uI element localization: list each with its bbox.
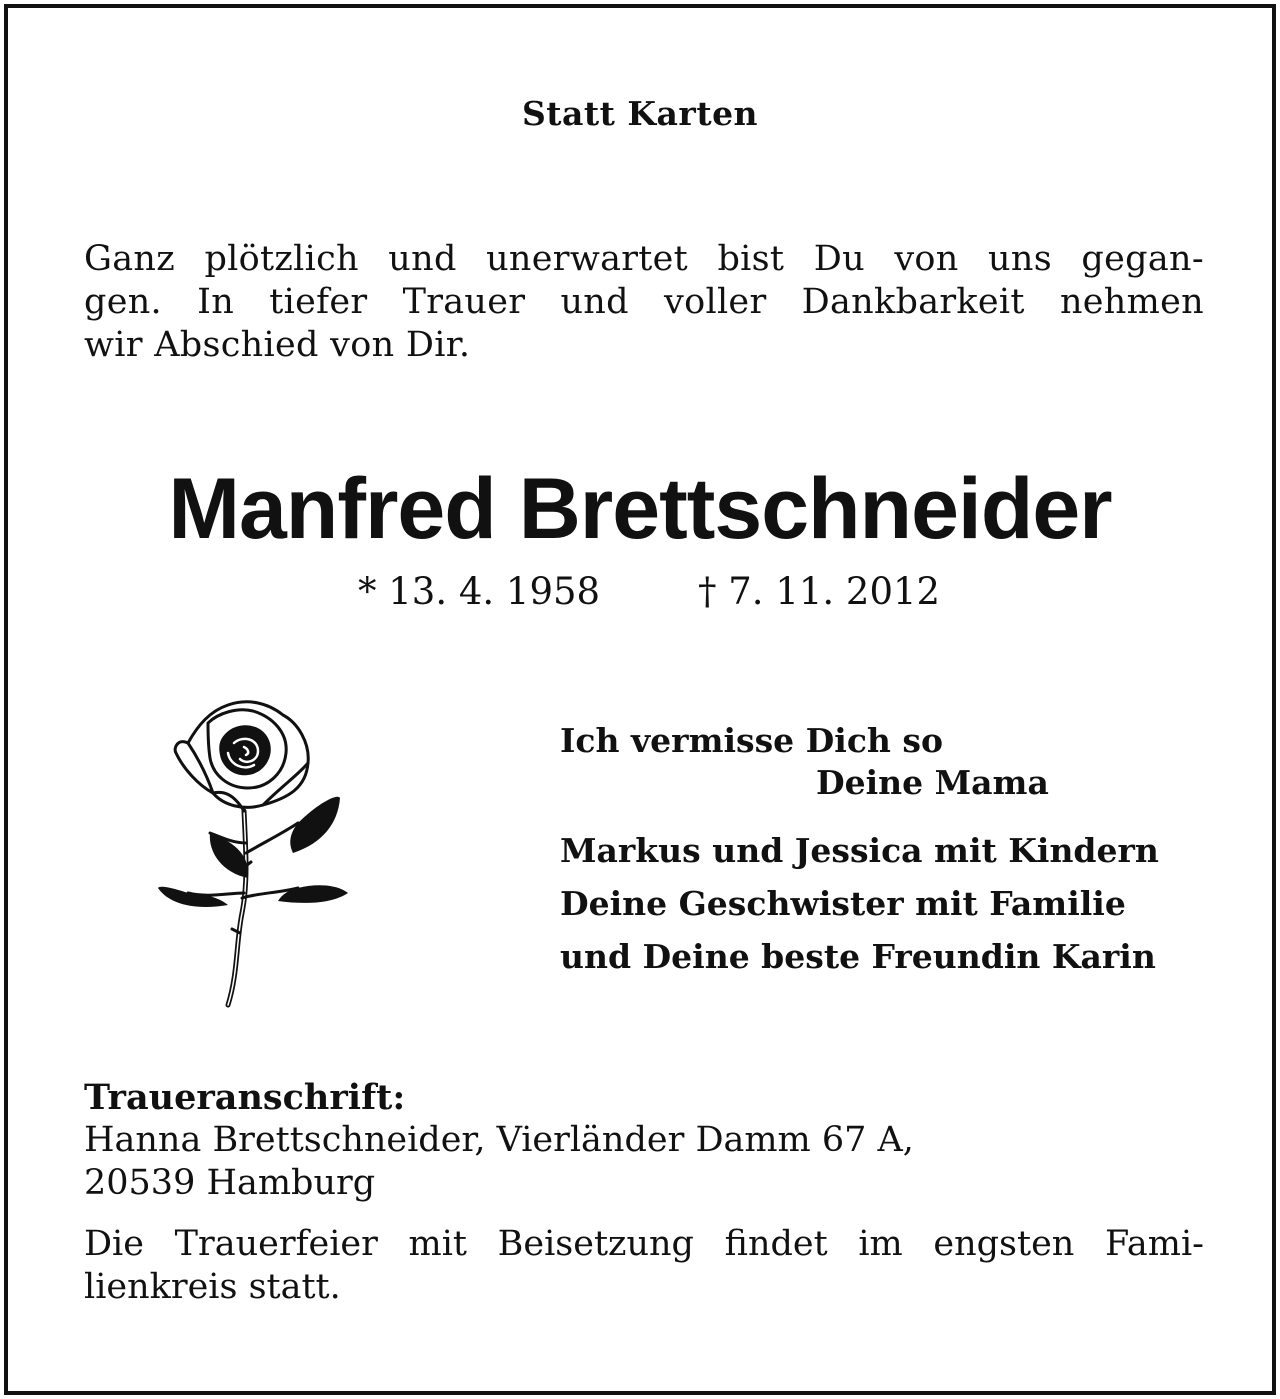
mourners-block	[560, 720, 1159, 983]
deceased-name: Manfred Brettschneider	[168, 461, 1112, 557]
death-date: † 7. 11. 2012	[698, 570, 941, 613]
intro-line-3: wir Abschied von Dir.	[84, 325, 471, 365]
rose-icon	[148, 693, 358, 1013]
intro-line-1: Ganz plötzlich und unerwartet bist Du von uns gegan-	[84, 239, 1204, 279]
service-line-2: lienkreis statt.	[84, 1267, 341, 1307]
header-statt-karten: Statt Karten	[521, 94, 759, 133]
service-line-1: Die Trauerfeier mit Beisetzung findet im engsten Fami-	[84, 1224, 1204, 1264]
mourner-family-3: und Deine beste Freundin Karin	[560, 937, 1156, 976]
address-label: Traueranschrift:	[84, 1077, 406, 1118]
intro-text	[84, 238, 1204, 367]
mourner-line-2: Deine Mama	[816, 763, 1049, 802]
mourner-line-1: Ich vermisse Dich so	[560, 721, 943, 760]
obituary-card	[4, 4, 1276, 1395]
address-line-2: 20539 Hamburg	[84, 1163, 376, 1203]
mourner-family-2: Deine Geschwister mit Familie	[560, 884, 1126, 923]
intro-line-2: gen. In tiefer Trauer und voller Dankbarkeit nehmen	[84, 282, 1204, 322]
birth-date: * 13. 4. 1958	[358, 570, 601, 613]
address-line-1: Hanna Brettschneider, Vierländer Damm 67 A,	[84, 1120, 914, 1160]
spacer	[560, 804, 1159, 824]
service-notice	[84, 1223, 1204, 1309]
mourner-family-1: Markus und Jessica mit Kindern	[560, 831, 1159, 870]
mourning-address	[84, 1076, 914, 1205]
